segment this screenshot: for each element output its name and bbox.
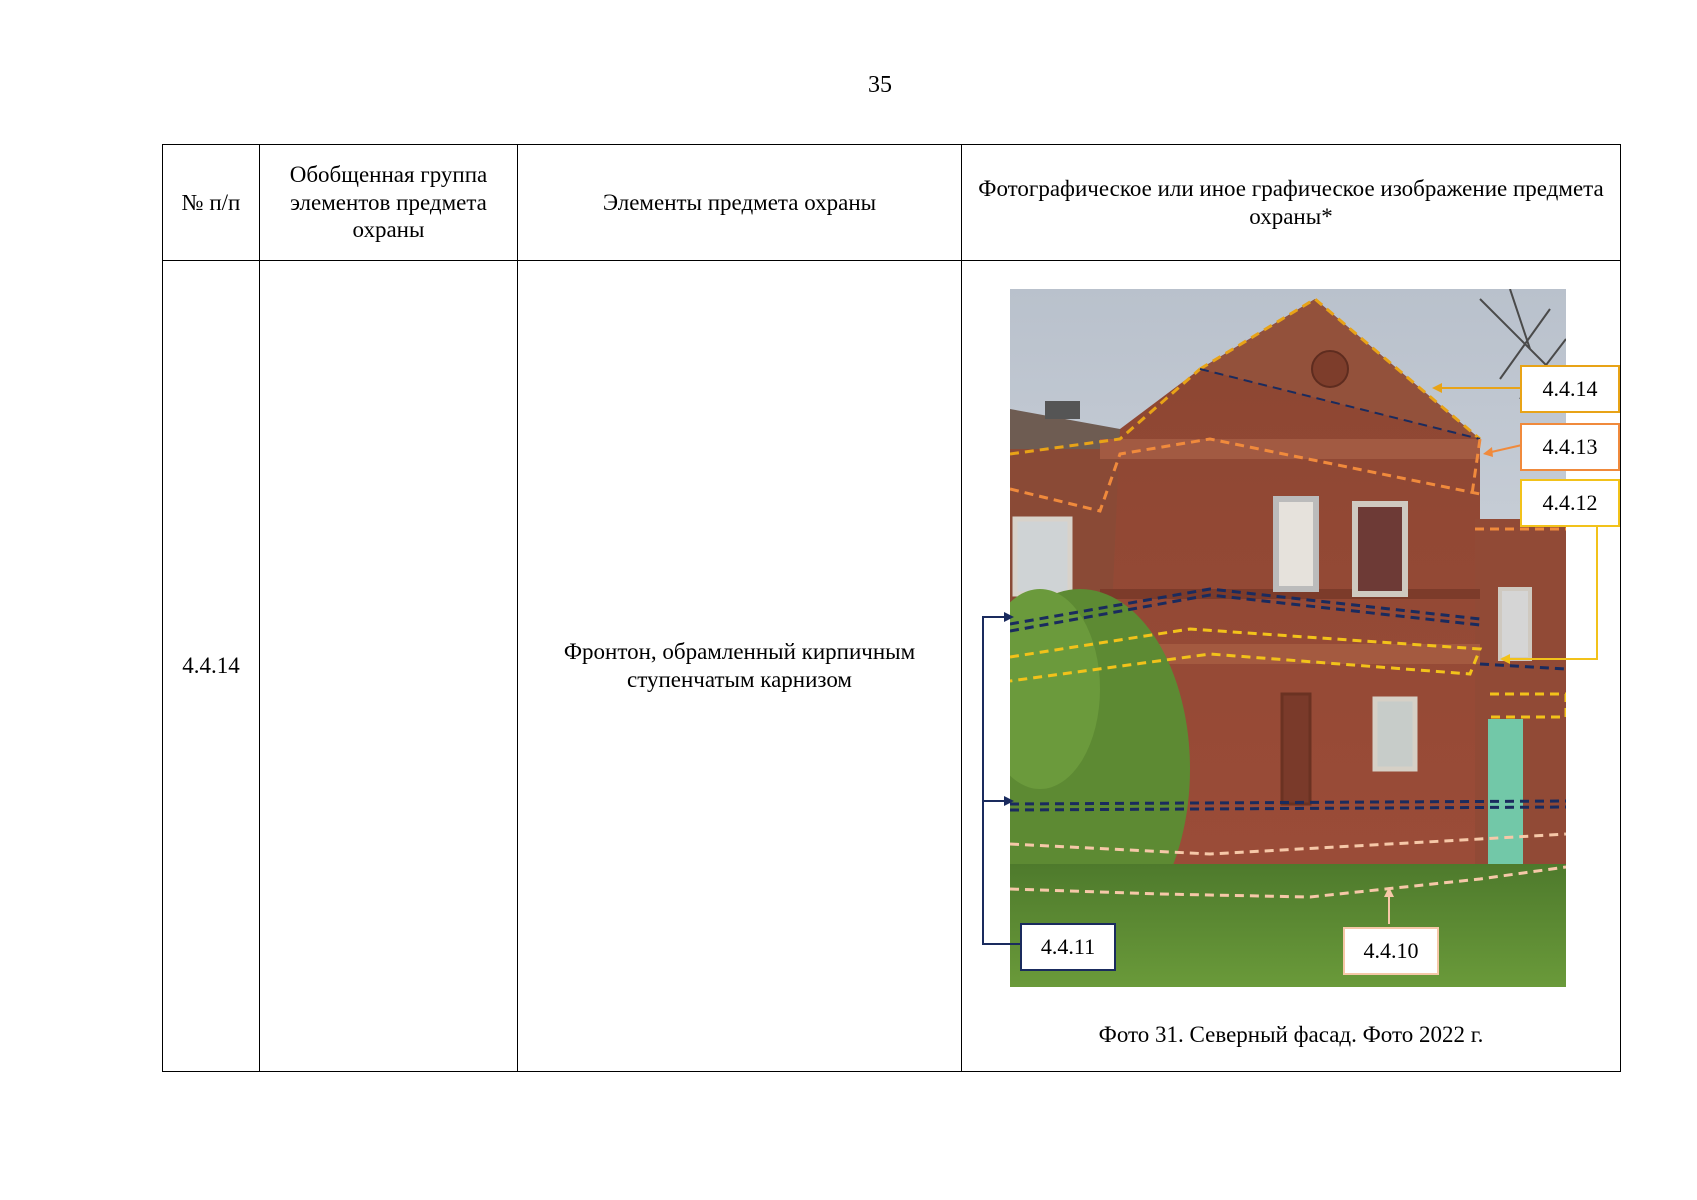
header-elements: Элементы предмета охраны bbox=[518, 145, 962, 261]
label-4-4-10: 4.4.10 bbox=[1343, 927, 1439, 975]
label-4-4-12: 4.4.12 bbox=[1520, 479, 1620, 527]
header-row bbox=[163, 145, 1621, 261]
photo-caption: Фото 31. Северный фасад. Фото 2022 г. bbox=[1098, 1022, 1484, 1047]
row-num: 4.4.14 bbox=[163, 261, 260, 1072]
header-num: № п/п bbox=[163, 145, 260, 261]
page-number: 35 bbox=[868, 72, 892, 98]
header-image: Фотографическое или иное графическое изображение предмета охраны* bbox=[962, 145, 1621, 261]
protection-table bbox=[162, 144, 1621, 1072]
building-photo bbox=[1010, 289, 1566, 987]
row-element: Фронтон, обрамленный кирпичным ступенчатым карнизом bbox=[518, 261, 962, 1072]
label-4-4-11: 4.4.11 bbox=[1020, 923, 1116, 971]
row-group bbox=[260, 261, 518, 1072]
building-photo-illustration bbox=[1010, 289, 1566, 987]
label-4-4-14: 4.4.14 bbox=[1520, 365, 1620, 413]
photo-cell bbox=[962, 261, 1621, 1072]
header-group: Обобщенная группа элементов предмета охраны bbox=[260, 145, 518, 261]
label-4-4-13: 4.4.13 bbox=[1520, 423, 1620, 471]
table-row bbox=[163, 261, 1621, 1072]
